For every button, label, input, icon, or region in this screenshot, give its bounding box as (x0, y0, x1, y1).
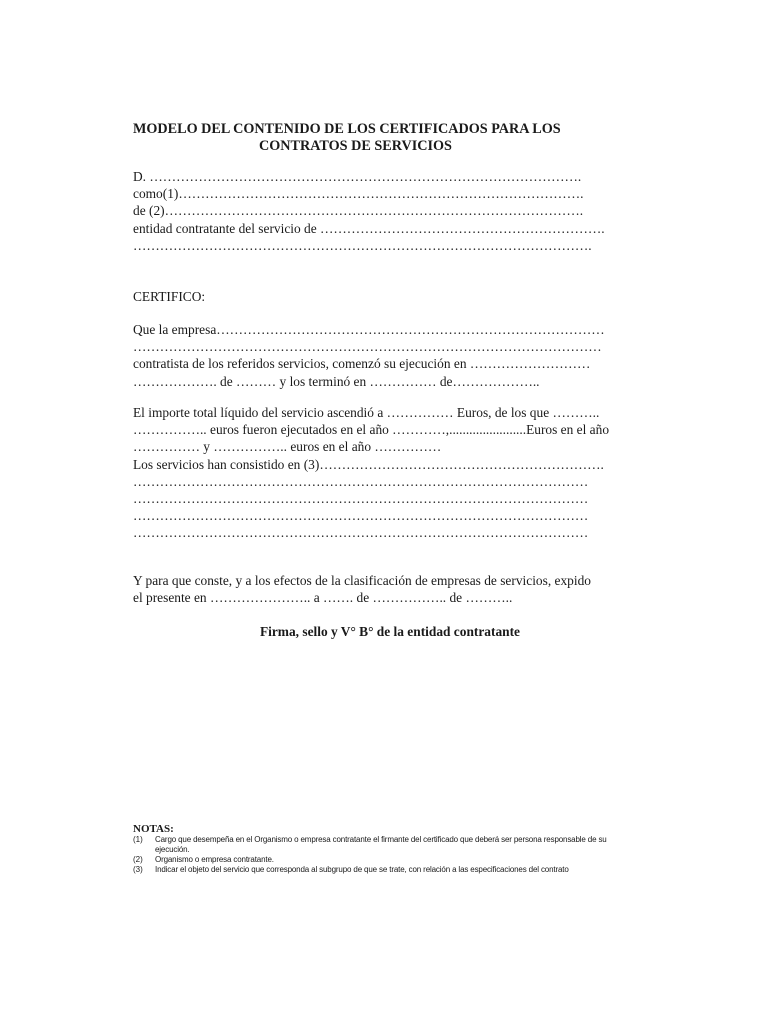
closing-paragraph (133, 572, 643, 606)
note-number: (3) (133, 865, 143, 874)
notes-title: NOTAS: (133, 823, 174, 835)
title-line-2: CONTRATOS DE SERVICIOS (259, 138, 452, 154)
field-line-position: como(1)………………………………………………………………………………. (133, 186, 584, 202)
amount-line: …………… y …………….. euros en el año …………… (133, 439, 442, 455)
note-text: Organismo o empresa contratante. (155, 855, 274, 864)
field-line-organization: de (2)…………………………………………………………………………………. (133, 203, 584, 219)
note-item (133, 835, 643, 855)
note-item (133, 855, 643, 865)
services-dotted-line: ………………………………………………………………………………………… (133, 473, 589, 489)
certifico-label: CERTIFICO: (133, 289, 206, 304)
company-line: Que la empresa…………………………………………………………………………… (133, 322, 605, 337)
note-text: Indicar el objeto del servicio que corresponda al subgrupo de que se trate, con relación a las especificaciones del contrato (155, 865, 569, 874)
services-dotted-line: ………………………………………………………………………………………… (133, 491, 589, 507)
company-paragraph (133, 321, 643, 390)
certifico-heading (133, 288, 643, 305)
note-text: Cargo que desempeña en el Organismo o empresa contratante el firmante del certificado que deberá ser persona responsable de su ejecución. (155, 835, 607, 854)
closing-line: Y para que conste, y a los efectos de la clasificación de empresas de servicios, expido (133, 573, 591, 588)
amount-paragraph (133, 404, 643, 542)
company-line: contratista de los referidos servicios, comenzó su ejecución en ……………………… (133, 356, 591, 372)
services-line: Los servicios han consistido en (3)………………………………………………………. (133, 456, 604, 472)
company-line: ………………. de ……… y los terminó en …………… de……………….. (133, 373, 540, 389)
field-line-name: D. ……………………………………………………………………………………. (133, 169, 582, 184)
company-line: …………………………………………………………………………………………… (133, 339, 602, 355)
notes-section (133, 823, 643, 875)
services-dotted-line: ………………………………………………………………………………………… (133, 508, 589, 524)
amount-line: …………….. euros fueron ejecutados en el año …………,.......................Euros en el año (133, 422, 610, 438)
amount-line: El importe total líquido del servicio ascendió a …………… Euros, de los que ……….. (133, 405, 600, 420)
field-line-service-entity: entidad contratante del servicio de ………………………………………………………. (133, 220, 605, 236)
title-line-1: MODELO DEL CONTENIDO DE LOS CERTIFICADOS PARA LOS (133, 121, 561, 137)
note-number: (2) (133, 855, 143, 864)
note-number: (1) (133, 835, 143, 844)
header-fields (133, 168, 643, 254)
note-item (133, 865, 643, 875)
services-dotted-line: ………………………………………………………………………………………… (133, 525, 589, 541)
field-line-continuation: …………………………………………………………………………………………. (133, 237, 592, 253)
document-title (133, 121, 653, 155)
closing-line: el presente en ………………….. a ……. de …………….. de ……….. (133, 590, 513, 606)
signature-caption: Firma, sello y V° B° de la entidad contratante (259, 624, 521, 639)
